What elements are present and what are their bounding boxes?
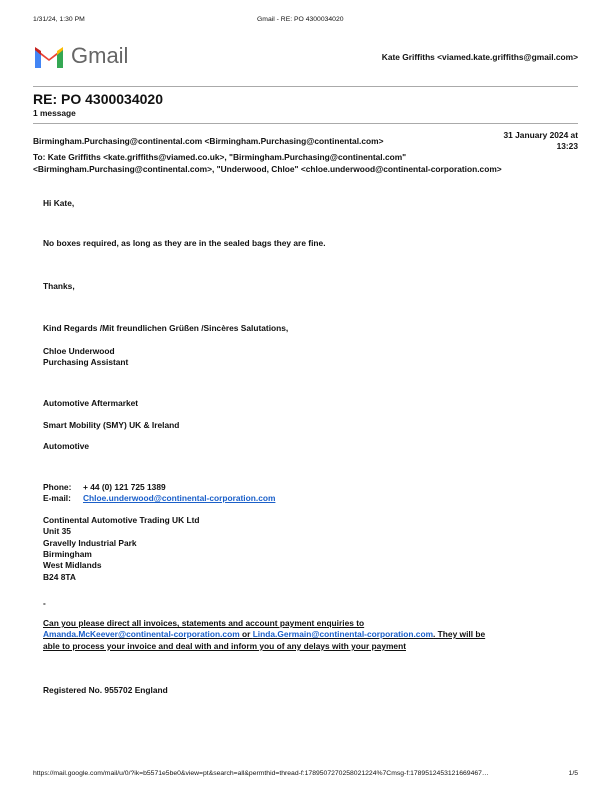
- address-line: Gravelly Industrial Park: [43, 538, 137, 548]
- message-count: 1 message: [33, 108, 76, 118]
- divider: [33, 123, 578, 124]
- notice-line: able to process your invoice and deal with and inform you of any delays with your payment: [43, 641, 406, 651]
- message-date: [504, 130, 579, 152]
- phone-label: Phone:: [43, 482, 72, 492]
- print-datetime: 1/31/24, 1:30 PM: [33, 16, 85, 23]
- recipients-line-2: <Birmingham.Purchasing@continental.com>, "Underwood, Chloe" <chloe.underwood@continental-corporation.com>: [33, 164, 502, 174]
- regards: Kind Regards /Mit freundlichen Grüßen /Sincères Salutations,: [43, 323, 289, 333]
- email-label: E-mail:: [43, 493, 71, 503]
- notice-line: Can you please direct all invoices, statements and account payment enquiries to: [43, 618, 365, 628]
- registered-number: Registered No. 955702 England: [43, 685, 168, 695]
- print-title: Gmail - RE: PO 4300034020: [257, 16, 344, 23]
- signature-name: Chloe Underwood: [43, 346, 115, 356]
- thanks: Thanks,: [43, 281, 75, 291]
- gmail-m-icon: [33, 44, 65, 68]
- address-line: Unit 35: [43, 526, 71, 536]
- email-link[interactable]: Chloe.underwood@continental-corporation.com: [83, 493, 276, 503]
- time-line: 13:23: [556, 141, 578, 151]
- gmail-wordmark: Gmail: [71, 43, 129, 68]
- email-link[interactable]: Amanda.McKeever@continental-corporation.com: [43, 629, 240, 639]
- separator-dash: -: [43, 598, 46, 608]
- address-line: West Midlands: [43, 560, 102, 570]
- signature-title: Purchasing Assistant: [43, 357, 129, 367]
- thread-subject: RE: PO 4300034020: [33, 91, 163, 107]
- date-line: 31 January 2024 at: [503, 130, 578, 140]
- recipients-line-1: To: Kate Griffiths <kate.griffiths@viamed.co.uk>, "Birmingham.Purchasing@continental.com": [33, 152, 407, 162]
- account-label: Kate Griffiths <viamed.kate.griffiths@gmail.com>: [381, 52, 578, 62]
- email-link[interactable]: Linda.Germain@continental-corporation.com: [252, 629, 434, 639]
- sender: Birmingham.Purchasing@continental.com <Birmingham.Purchasing@continental.com>: [33, 136, 384, 146]
- print-url: https://mail.google.com/mail/u/0/?ik=b5571e5be0&view=pt&search=all&permthid=thread-f:1789507270258021224%7Cmsg-f:1789512453121669467…: [33, 770, 489, 777]
- gmail-logo: [33, 43, 129, 73]
- notice-text: . They will be: [433, 629, 486, 639]
- department: Automotive: [43, 441, 90, 451]
- divider: [33, 86, 578, 87]
- notice-line: [43, 629, 485, 640]
- greeting: Hi Kate,: [43, 198, 75, 208]
- address-line: Birmingham: [43, 549, 92, 559]
- phone-number: + 44 (0) 121 725 1389: [83, 482, 166, 492]
- notice-text: or: [239, 629, 253, 639]
- body-paragraph: No boxes required, as long as they are in the sealed bags they are fine.: [43, 238, 326, 248]
- address-line: Continental Automotive Trading UK Ltd: [43, 515, 200, 525]
- department: Smart Mobility (SMY) UK & Ireland: [43, 420, 180, 430]
- page-number: 1/5: [568, 770, 578, 777]
- address-line: B24 8TA: [43, 572, 76, 582]
- department: Automotive Aftermarket: [43, 398, 139, 408]
